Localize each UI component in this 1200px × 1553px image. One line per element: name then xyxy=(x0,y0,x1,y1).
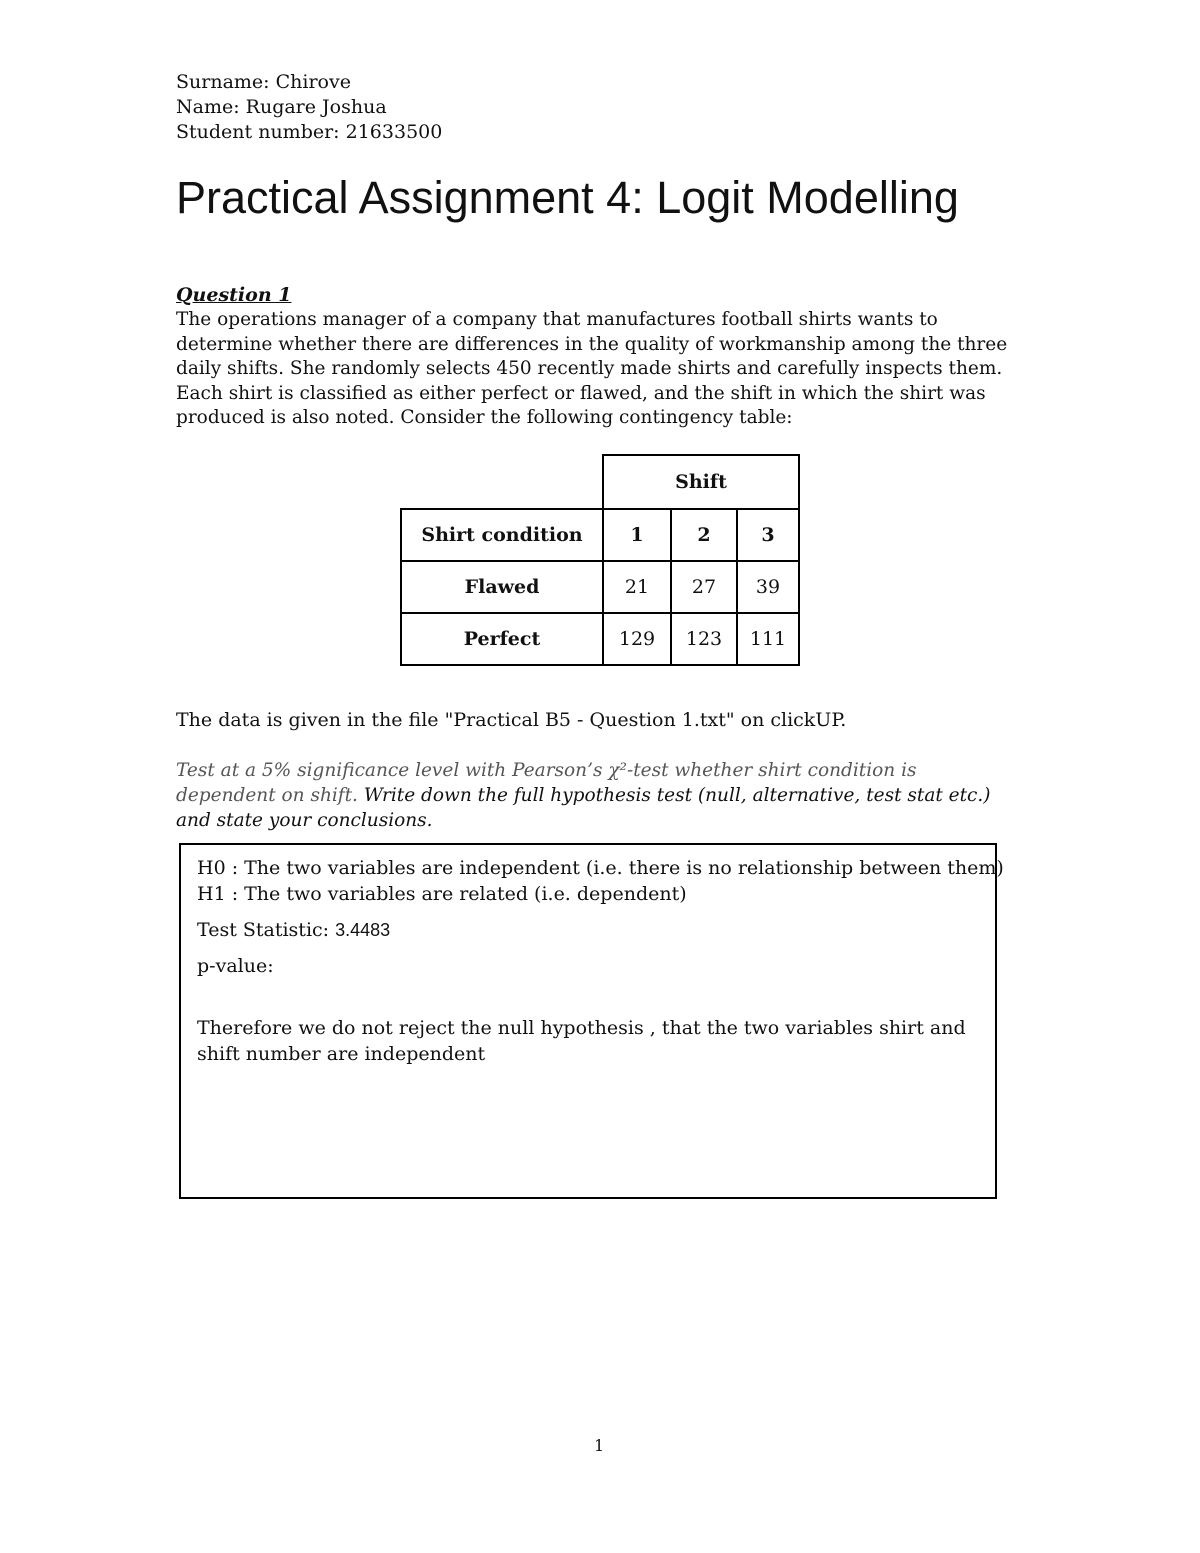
instruction-line xyxy=(176,783,1036,808)
question-heading: Question 1 xyxy=(176,284,292,306)
table-cell: 111 xyxy=(737,613,799,665)
test-statistic-value: 3.4483 xyxy=(335,920,391,940)
null-hypothesis: H0 : The two variables are independent (i.e. there is no relationship between them) xyxy=(197,857,1004,879)
table-blank-cell xyxy=(401,455,603,509)
table-cell: 123 xyxy=(671,613,737,665)
page-number: 1 xyxy=(594,1436,605,1455)
instruction-line: Test at a 5% significance level with Pearson’s χ²-test whether shirt condition is xyxy=(176,760,917,781)
answer-box[interactable] xyxy=(179,843,1004,1199)
page-title: Practical Assignment 4: Logit Modelling xyxy=(176,172,959,223)
intro-line: Each shirt is classified as either perfect or flawed, and the shift in which the shirt was xyxy=(176,382,986,404)
table-cell: 21 xyxy=(603,561,671,613)
instruction-text: Write down the full hypothesis test (null, alternative, test stat etc.) xyxy=(357,785,991,806)
surname-line: Surname: Chirove xyxy=(176,71,351,93)
conclusion-line: shift number are independent xyxy=(197,1043,486,1065)
answer-content xyxy=(197,855,1004,1067)
instruction-grey-text: dependent on shift. xyxy=(176,785,358,806)
student-number-line: Student number: 21633500 xyxy=(176,121,443,143)
table-row xyxy=(401,613,799,665)
alternative-hypothesis: H1 : The two variables are related (i.e. dependent) xyxy=(197,883,687,905)
p-value-line: p-value: xyxy=(197,955,274,977)
intro-line: produced is also noted. Consider the following contingency table: xyxy=(176,407,793,428)
table-group-header-row xyxy=(401,455,799,509)
spacer xyxy=(197,943,1004,953)
table-column-header: 1 xyxy=(603,509,671,561)
table-row-label: Flawed xyxy=(401,561,603,613)
spacer xyxy=(197,979,1004,1015)
question-instruction xyxy=(176,758,1036,833)
intro-line: The operations manager of a company that manufactures football shirts wants to xyxy=(176,309,938,330)
table-cell: 129 xyxy=(603,613,671,665)
question-intro xyxy=(176,308,1026,431)
table-cell: 27 xyxy=(671,561,737,613)
data-file-note: The data is given in the file "Practical B5 - Question 1.txt" on clickUP. xyxy=(176,709,847,731)
test-statistic-label: Test Statistic: xyxy=(197,919,336,941)
student-info xyxy=(176,70,442,145)
table-cell: 39 xyxy=(737,561,799,613)
table-header-row xyxy=(401,509,799,561)
table-column-header: 2 xyxy=(671,509,737,561)
table-row xyxy=(401,561,799,613)
spacer xyxy=(197,907,1004,917)
contingency-table xyxy=(400,454,800,666)
test-statistic-line xyxy=(197,917,1004,943)
name-line: Name: Rugare Joshua xyxy=(176,96,387,118)
table-row-label: Perfect xyxy=(401,613,603,665)
intro-line: determine whether there are differences in the quality of workmanship among the three xyxy=(176,333,1008,355)
intro-line: daily shifts. She randomly selects 450 recently made shirts and carefully inspects them. xyxy=(176,358,1003,379)
table-column-header: 3 xyxy=(737,509,799,561)
table-group-header: Shift xyxy=(603,455,799,509)
conclusion-line: Therefore we do not reject the null hypothesis , that the two variables shirt and xyxy=(197,1017,966,1039)
instruction-line: and state your conclusions. xyxy=(176,810,433,831)
table-row-header: Shirt condition xyxy=(401,509,603,561)
